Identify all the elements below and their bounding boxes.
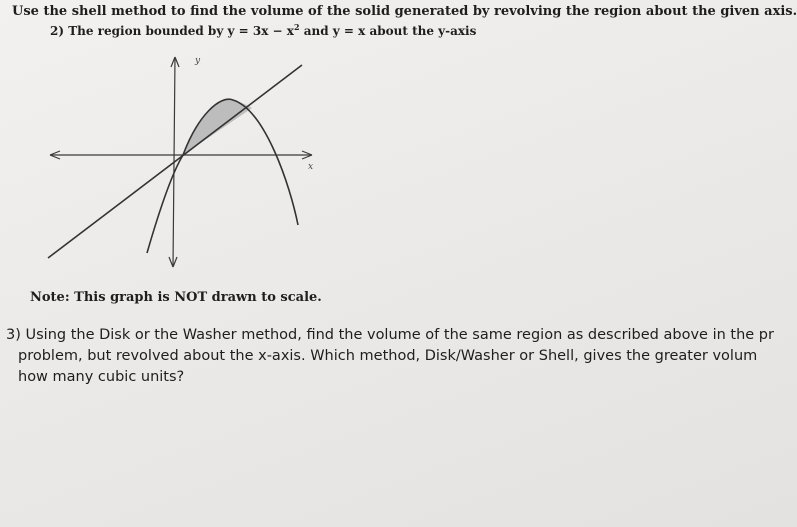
- x-axis-label: x: [308, 162, 314, 172]
- problem-3-statement: [6, 325, 774, 388]
- problem-2-exponent: 2: [293, 22, 300, 32]
- y-axis-label: y: [195, 56, 201, 66]
- problem-2-text-before: The region bounded by y = 3x − x: [68, 24, 294, 38]
- region-graph: [40, 45, 340, 280]
- problem-2-number: 2): [50, 24, 65, 38]
- problem-2-statement: [50, 22, 476, 38]
- problem-2-text-after: and y = x about the y-axis: [299, 24, 477, 38]
- graph-note: Note: This graph is NOT drawn to scale.: [30, 290, 322, 305]
- problem-3-line-2: problem, but revolved about the x-axis. Which method, Disk/Washer or Shell, gives the greater volum: [18, 348, 758, 364]
- instruction-text: Use the shell method to find the volume of the solid generated by revolving the region about the given axis.: [12, 4, 797, 19]
- problem-3-line-3: how many cubic units?: [18, 369, 185, 385]
- problem-3-line-1: 3) Using the Disk or the Washer method, find the volume of the same region as described above in the pr: [6, 327, 774, 343]
